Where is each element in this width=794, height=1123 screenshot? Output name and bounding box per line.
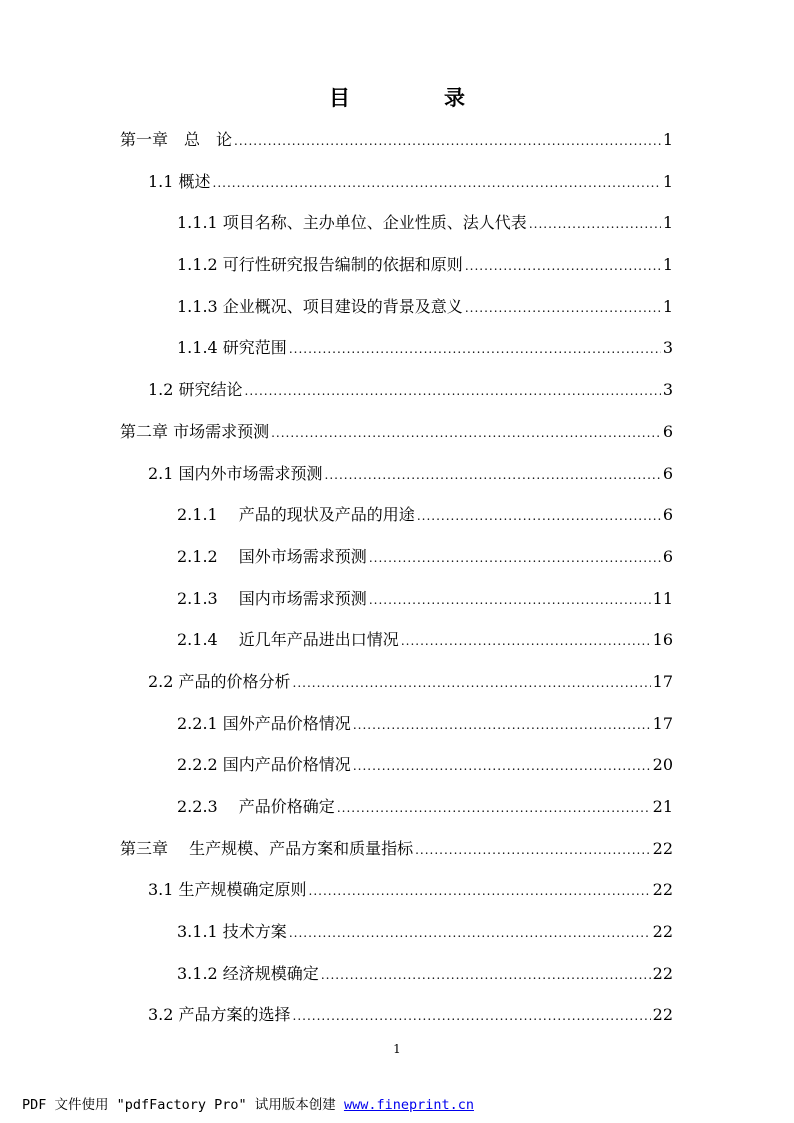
toc-entry-label: 1.1.3 企业概况、项目建设的背景及意义 [177,296,463,316]
toc-entry-page: 1 [662,296,673,316]
toc-entry[interactable] [120,119,673,161]
toc-entry-page: 22 [652,1005,673,1025]
dot-leader [234,121,661,163]
toc-entry-page: 6 [662,505,673,525]
toc-entry-label: 1.1.2 可行性研究报告编制的依据和原则 [177,255,463,275]
footer-link[interactable]: www.fineprint.cn [343,1097,474,1113]
toc-entry[interactable] [120,953,673,995]
table-of-contents [120,119,673,1036]
toc-entry-page: 22 [652,963,673,983]
toc-entry-label: 2.2.3 产品价格确定 [177,797,335,816]
dot-leader [415,830,651,872]
toc-entry-page: 6 [662,421,673,441]
dot-leader [293,996,651,1038]
toc-entry[interactable] [120,286,673,328]
toc-entry[interactable] [120,744,673,786]
dot-leader [245,371,661,413]
toc-entry[interactable] [120,911,673,953]
toc-entry[interactable] [120,369,673,411]
toc-entry[interactable] [120,244,673,286]
toc-entry-page: 16 [652,630,673,650]
dot-leader [293,663,651,705]
toc-entry-label: 2.2.2 国内产品价格情况 [177,755,351,775]
dot-leader [353,746,651,788]
toc-entry-page: 3 [662,338,673,358]
toc-entry-page: 3 [662,380,673,400]
toc-entry-label: 3.1.2 经济规模确定 [177,963,319,983]
toc-entry-label: 2.2.1 国外产品价格情况 [177,713,351,733]
dot-leader [465,246,661,288]
toc-title-right: 录 [444,85,465,110]
toc-entry[interactable] [120,453,673,495]
dot-leader [213,163,661,205]
dot-leader [289,913,651,955]
dot-leader [353,705,651,747]
toc-entry-label: 1.2 研究结论 [148,380,243,400]
pdf-footer [22,1093,474,1113]
toc-entry[interactable] [120,202,673,244]
toc-entry-page: 1 [662,213,673,233]
toc-entry-page: 17 [652,671,673,691]
toc-entry[interactable] [120,786,673,828]
toc-entry-page: 1 [662,255,673,275]
toc-entry-page: 6 [662,546,673,566]
toc-entry[interactable] [120,536,673,578]
toc-entry-page: 21 [652,797,673,816]
dot-leader [529,204,661,246]
toc-entry-label: 2.2 产品的价格分析 [148,671,291,691]
toc-entry[interactable] [120,994,673,1036]
toc-title [0,82,794,112]
toc-entry-page: 6 [662,463,673,483]
page-number: 1 [393,1042,401,1056]
toc-entry[interactable] [120,411,673,453]
toc-entry[interactable] [120,327,673,369]
dot-leader [271,413,661,455]
toc-entry-label: 第三章 生产规模、产品方案和质量指标 [120,838,414,858]
toc-entry-label: 1.1.4 研究范围 [177,338,287,358]
dot-leader [369,538,661,580]
toc-entry[interactable] [120,578,673,620]
footer-text: PDF 文件使用 "pdfFactory Pro" 试用版本创建 [22,1097,344,1113]
dot-leader [369,580,651,622]
toc-entry-label: 2.1.4 近几年产品进出口情况 [177,630,399,650]
dot-leader [289,329,661,371]
toc-entry[interactable] [120,661,673,703]
toc-entry-label: 2.1 国内外市场需求预测 [148,463,323,483]
toc-entry-page: 1 [662,171,673,191]
toc-entry[interactable] [120,161,673,203]
toc-entry-page: 17 [652,713,673,733]
toc-entry-page: 11 [652,588,673,608]
toc-entry[interactable] [120,703,673,745]
toc-entry-page: 22 [652,838,673,858]
toc-entry-label: 2.1.3 国内市场需求预测 [177,588,367,608]
toc-entry-label: 2.1.2 国外市场需求预测 [177,546,367,566]
toc-title-left: 目 [329,85,350,110]
toc-entry-page: 22 [652,880,673,900]
toc-entry[interactable] [120,828,673,870]
toc-entry-label: 第二章 市场需求预测 [120,421,270,441]
dot-leader [325,455,661,497]
toc-entry-label: 3.1.1 技术方案 [177,922,287,942]
dot-leader [465,288,661,330]
dot-leader [401,621,651,663]
toc-entry-label: 3.2 产品方案的选择 [148,1005,291,1025]
toc-entry-page: 20 [652,755,673,775]
dot-leader [337,788,651,830]
dot-leader [309,871,651,913]
toc-entry-page: 1 [662,130,673,149]
toc-entry-label: 1.1 概述 [148,171,211,191]
toc-entry[interactable] [120,619,673,661]
toc-entry-page: 22 [652,922,673,942]
dot-leader [417,496,661,538]
toc-entry-label: 2.1.1 产品的现状及产品的用途 [177,505,415,525]
toc-entry-label: 第一章 总 论 [120,130,233,149]
toc-entry-label: 1.1.1 项目名称、主办单位、企业性质、法人代表 [177,213,527,233]
toc-entry-label: 3.1 生产规模确定原则 [148,880,307,900]
toc-entry[interactable] [120,494,673,536]
dot-leader [321,955,651,997]
toc-entry[interactable] [120,869,673,911]
